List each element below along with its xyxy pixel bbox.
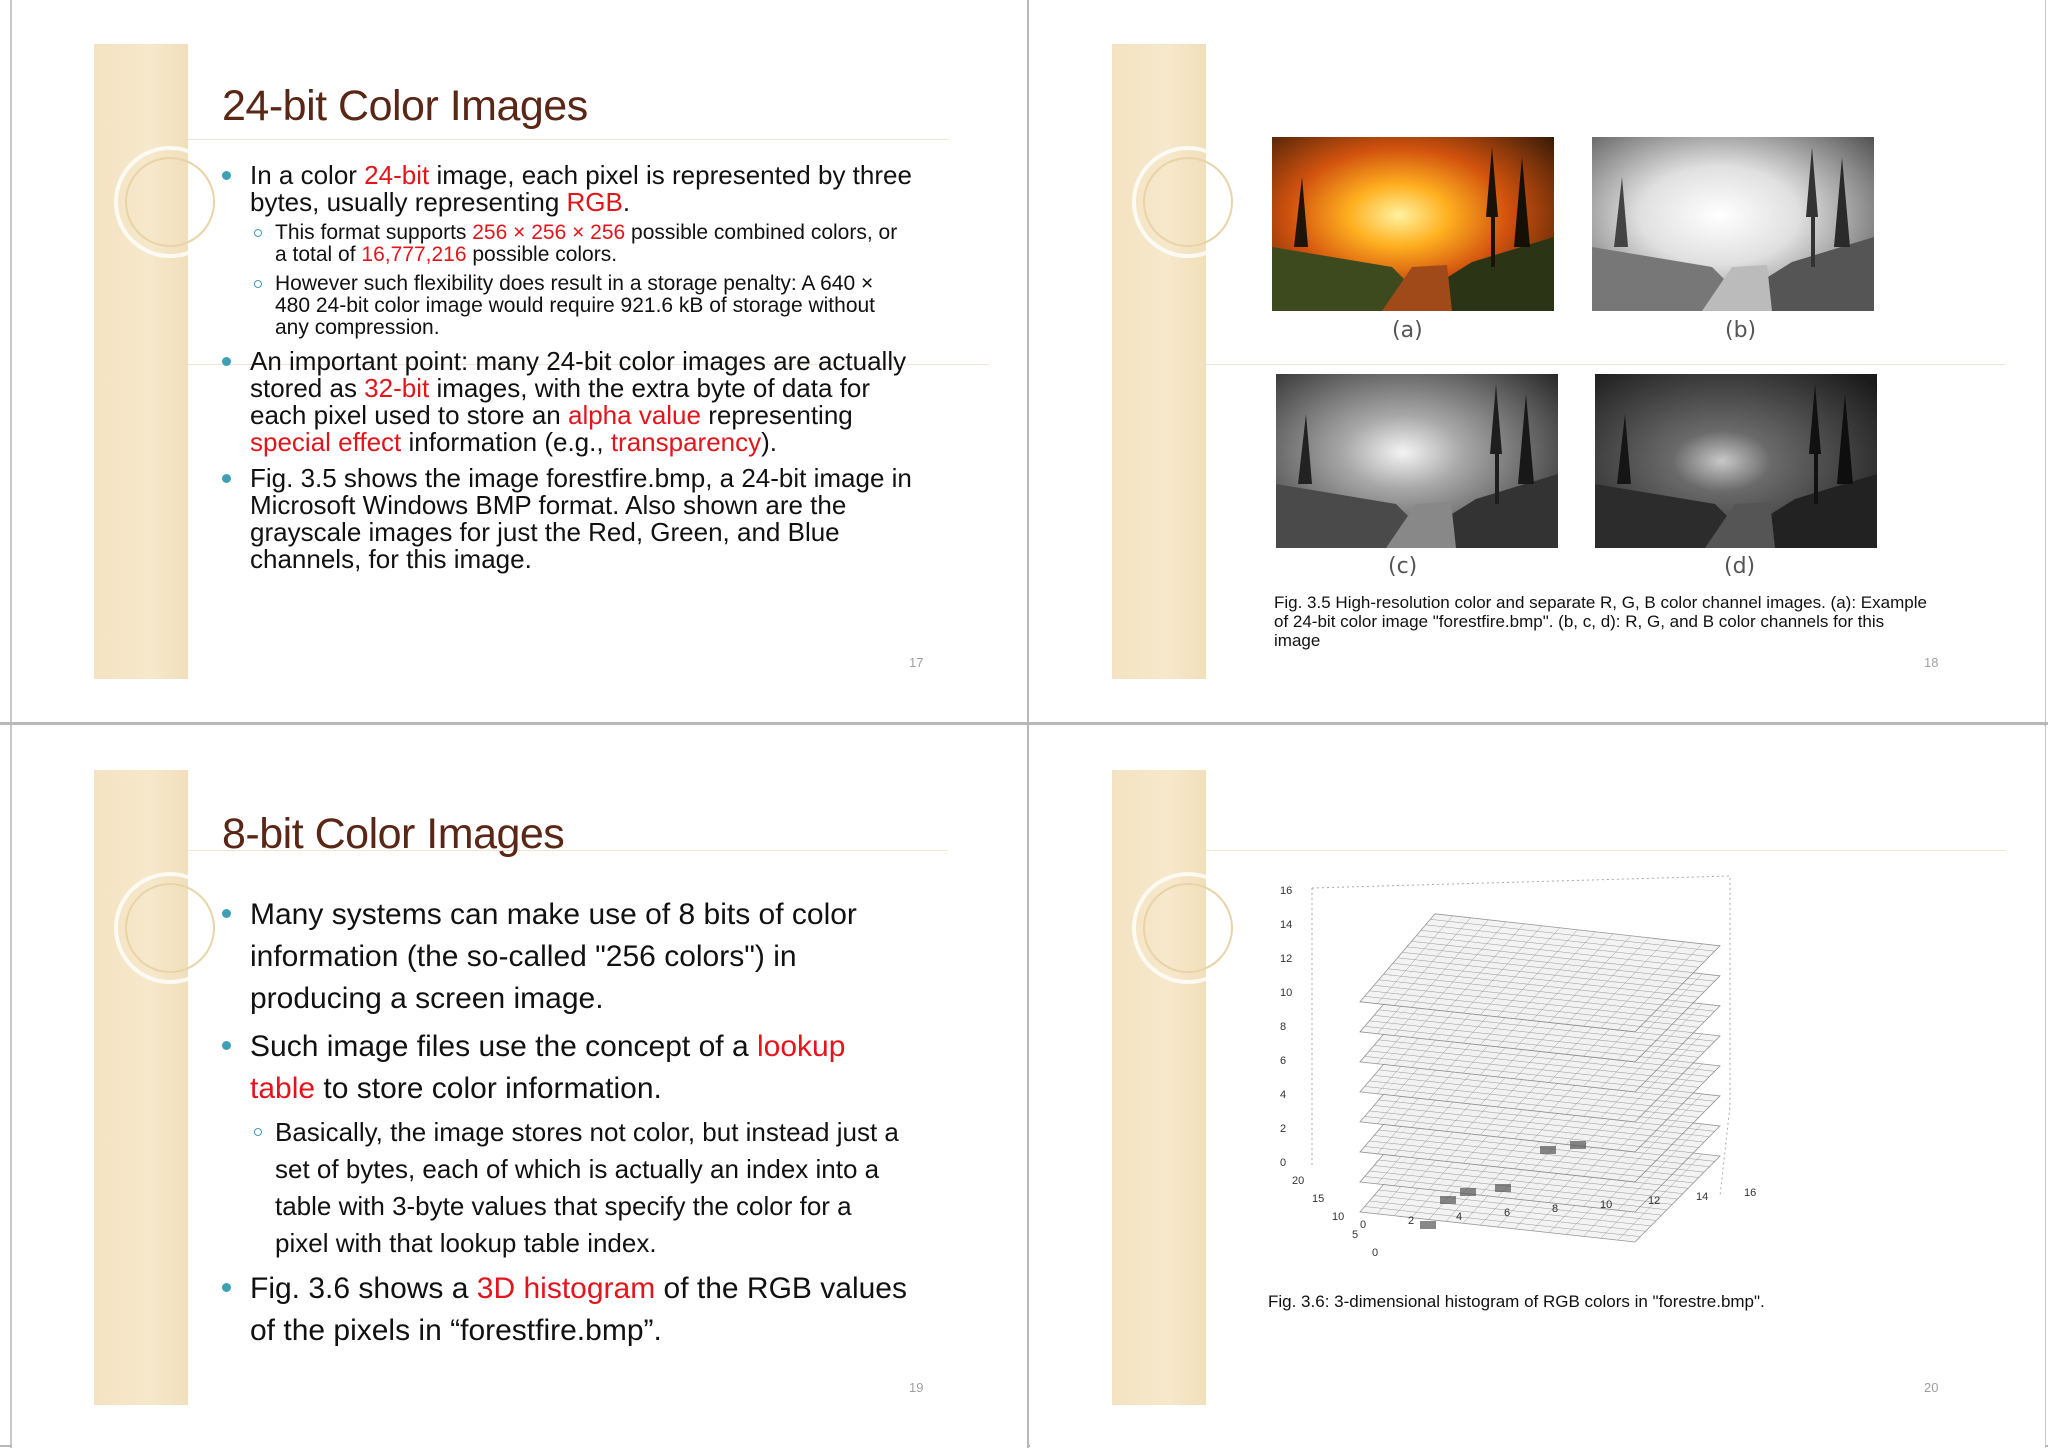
slide-19 [12,726,1027,1448]
x-tick-label: 12 [1648,1195,1661,1207]
z-tick-label: 0 [1280,1157,1287,1169]
z-tick-label: 6 [1280,1055,1287,1067]
bullet-item: An important point: many 24-bit color images are actually stored as 32-bit images, with the extra byte of data for each pixel used to store an alpha value representing special effect information (e.g., transparency). [222,348,912,456]
slide-title: 8-bit Color Images [222,810,565,858]
label-a: (a) [1392,318,1423,343]
blue-channel-image [1595,374,1877,548]
title-rule [1206,850,2006,851]
page-number: 20 [1924,1380,1939,1395]
label-d: (d) [1724,554,1756,579]
bullet-item: Fig. 3.5 shows the image forestfire.bmp, a 24-bit image in Microsoft Windows BMP format. Also shown are the grayscale images for just the Red, Green, and Blue channels, for this image. [222,465,912,573]
sub-bullet-item: This format supports 256 × 256 × 256 possible combined colors, or a total of 16,777,216 possible colors. [250,222,912,266]
bullet-list [222,162,912,582]
page-number: 17 [909,655,924,670]
forestfire-color-image [1272,137,1554,311]
content-rule [1206,364,2006,365]
sub-bullet-list [250,222,912,339]
page-number: 18 [1924,655,1939,670]
bullet-item: In a color 24-bit image, each pixel is represented by three bytes, usually representing RGB. This format supports 256 × 256 × 256 possible combined colors, or a total of 16,777,216 possible colors. However such flexibility does result in a storage penalty: A 640 × 480 24-bit color image would require 921.6 kB of storage without any compression. [222,162,912,339]
histogram-peak-cell [1460,1188,1476,1196]
circle-ornament-icon [108,140,228,270]
page-number: 19 [909,1380,924,1395]
z-tick-label: 10 [1280,987,1293,999]
x-tick-label: 16 [1744,1187,1757,1199]
histogram-peak-cell [1540,1146,1556,1154]
x-tick-label: 8 [1552,1203,1559,1215]
y-tick-label: 5 [1352,1229,1359,1241]
x-tick-label: 4 [1456,1211,1463,1223]
y-tick-label: 15 [1312,1193,1325,1205]
histogram-peak-cell [1570,1141,1586,1149]
figure-caption: Fig. 3.5 High-resolution color and separate R, G, B color channel images. (a): Example of 24-bit color image "forestfire.bmp". (b, c, d): R, G, and B color channels for this image [1274,593,1927,650]
x-tick-label: 0 [1360,1219,1367,1231]
z-tick-label: 16 [1280,885,1293,897]
y-tick-label: 20 [1292,1175,1305,1187]
z-tick-label: 14 [1280,919,1293,931]
sub-bullet-list [250,1114,912,1262]
y-tick-label: 10 [1332,1211,1345,1223]
histogram-peak-cell [1495,1184,1511,1192]
figure-caption: Fig. 3.6: 3-dimensional histogram of RGB colors in "forestre.bmp". [1268,1292,1765,1311]
slide-18 [1030,0,2045,722]
bullet-list [222,894,912,1358]
bullet-item: Such image files use the concept of a lookup table to store color information. Basically, the image stores not color, but instead just a set of bytes, each of which is actually an index into a table with 3-byte values that specify the color for a pixel with that lookup table index. [222,1026,912,1262]
sub-bullet-item: However such flexibility does result in a storage penalty: A 640 × 480 24-bit color image would require 921.6 kB of storage without any compression. [250,273,912,339]
z-tick-label: 4 [1280,1089,1287,1101]
slide-17 [12,0,1027,722]
title-rule [188,139,948,140]
green-channel-image [1276,374,1558,548]
red-channel-image [1592,137,1874,311]
circle-ornament-icon [1126,140,1246,270]
rgb-3d-histogram-chart [1250,876,1890,1259]
label-c: (c) [1388,554,1418,579]
x-tick-label: 14 [1696,1191,1709,1203]
histogram-peak-cell [1420,1221,1436,1229]
y-tick-label: 0 [1372,1247,1379,1259]
slide-title: 24-bit Color Images [222,82,588,130]
circle-ornament-icon [1126,866,1246,996]
z-tick-label: 2 [1280,1123,1287,1135]
slide-divider-horizontal [0,722,2048,725]
z-tick-label: 12 [1280,953,1293,965]
x-tick-label: 10 [1600,1199,1613,1211]
sub-bullet-item: Basically, the image stores not color, but instead just a set of bytes, each of which is actually an index into a table with 3-byte values that specify the color for a pixel with that lookup table index. [250,1114,912,1262]
bullet-item: Many systems can make use of 8 bits of color information (the so-called "256 colors") in producing a screen image. [222,894,912,1020]
z-tick-label: 8 [1280,1021,1287,1033]
x-tick-label: 6 [1504,1207,1511,1219]
circle-ornament-icon [108,866,228,996]
bullet-item: Fig. 3.6 shows a 3D histogram of the RGB values of the pixels in “forestfire.bmp”. [222,1268,912,1352]
slide-20 [1030,726,2045,1448]
x-tick-label: 2 [1408,1215,1415,1227]
label-b: (b) [1725,318,1757,343]
histogram-peak-cell [1440,1196,1456,1204]
